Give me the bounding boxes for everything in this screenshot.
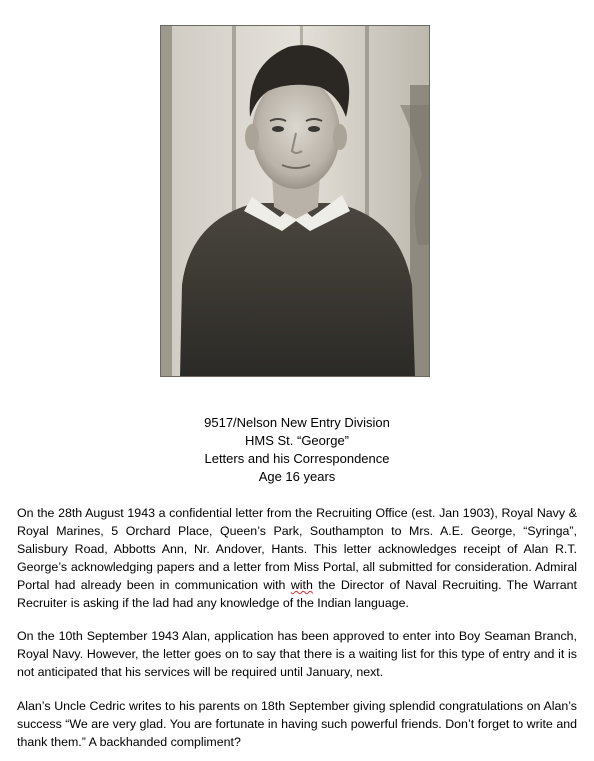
photo-caption (0, 414, 594, 486)
spellcheck-flagged-word: with (290, 578, 313, 592)
paragraph-uncle-cedric: Alan’s Uncle Cedric writes to his parents on 18th September giving splendid congratulations on Alan’s success “We are very glad. You are fortunate in having such powerful friends. Don’t forget to write and thank them.” A backhanded compliment? (17, 699, 577, 749)
paragraph-recruiting-letter-part2: the Director of Naval Recruiting. The Warrant Recruiter is asking if the lad had any knowledge of the Indian language. (17, 578, 577, 610)
paragraph-recruiting-letter-part1: On the 28th August 1943 a confidential letter from the Recruiting Office (est. Jan 1903), Royal Navy & Royal Marines, 5 Orchard Place, Queen’s Park, Southampton to Mrs. A.E. George, “Syringa”, Salisbury Road, Abbotts Ann, Nr. Andover, Hants. This letter acknowledges receipt of Alan R.T. George’s acknowledging papers and a letter from Miss Portal, all submitted for consideration. Admiral Portal had already been in communication with (17, 506, 577, 592)
caption-topic: Letters and his Correspondence (204, 451, 390, 466)
paragraph-application-approved: On the 10th September 1943 Alan, application has been approved to enter into Boy Seaman Branch, Royal Navy. However, the letter goes on to say that there is a waiting list for this type of entry and it is not anticipated that his services will be required until January, next. (17, 629, 577, 679)
paragraph-recruiting-letter (17, 504, 577, 612)
caption-ship: HMS St. “George” (244, 433, 350, 448)
portrait-photo (160, 25, 430, 377)
caption-division: 9517/Nelson New Entry Division (204, 415, 390, 430)
portrait-photo-drawing (160, 25, 430, 377)
caption-age: Age 16 years (258, 469, 336, 484)
